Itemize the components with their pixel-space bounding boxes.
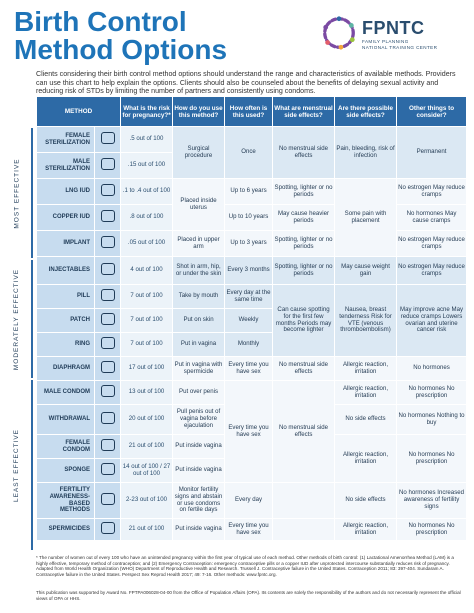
table-row	[37, 285, 467, 309]
support-note: This publication was supported by Award No. FPTPA006028-04-00 from the Office of Population Affairs (OPA). Its contents are solely the responsibility of the authors and do not necessarily represent the official views of OPA or HHS.	[36, 590, 461, 601]
table-row	[37, 231, 467, 257]
risk-value: .5 out of 100	[121, 127, 173, 153]
cell: Every time you have sex	[225, 519, 273, 541]
table-row	[37, 257, 467, 285]
logo-subtitle	[362, 39, 437, 50]
implant-icon	[95, 231, 121, 257]
lng-iud-icon	[95, 179, 121, 205]
male-condom-icon	[95, 381, 121, 405]
cell: No menstrual side effects	[273, 357, 335, 381]
cell: No hormones Nothing to buy	[397, 405, 467, 435]
cell: Pain, bleeding, risk of infection	[335, 127, 397, 179]
risk-value: 21 out of 100	[121, 519, 173, 541]
cell: No side effects	[335, 483, 397, 519]
intro-paragraph: Clients considering their birth control method options should understand the range and characteristics of available methods. Providers can use this chart to help explain the options. Clients should also be counseled about the benefits of delaying sexual activity and reducing risk of STDs by limiting the number of partners and consistently using condoms.	[36, 70, 456, 96]
ring-icon	[95, 333, 121, 357]
cell: Placed in upper arm	[173, 231, 225, 257]
cell: Allergic reaction, irritation	[335, 381, 397, 405]
cell: No menstrual side effects	[273, 127, 335, 179]
header-method: METHOD	[37, 97, 121, 127]
risk-value: 7 out of 100	[121, 333, 173, 357]
logo-sub-line-1: FAMILY PLANNING	[362, 39, 409, 44]
male-sterilization-icon	[95, 153, 121, 179]
cell: May cause heavier periods	[273, 205, 335, 231]
cell: May cause weight gain	[335, 257, 397, 285]
risk-value: 13 out of 100	[121, 381, 173, 405]
cell: No hormones No prescription	[397, 381, 467, 405]
cell: Every day at the same time	[225, 285, 273, 309]
cell: No hormones	[397, 357, 467, 381]
cell: Put on skin	[173, 309, 225, 333]
cell: Pull penis out of vagina before ejaculation	[173, 405, 225, 435]
cell: Take by mouth	[173, 285, 225, 309]
risk-value: .05 out of 100	[121, 231, 173, 257]
cell: Every time you have sex	[225, 381, 273, 483]
cell: Up to 10 years	[225, 205, 273, 231]
cell: Weekly	[225, 309, 273, 333]
least-effective-label	[2, 380, 32, 550]
logo-sub-line-2: NATIONAL TRAINING CENTER	[362, 44, 438, 50]
withdrawal-icon	[95, 405, 121, 435]
cell: Every time you have sex	[225, 357, 273, 381]
risk-value: 17 out of 100	[121, 357, 173, 381]
table-row	[37, 179, 467, 205]
method-name: FEMALE STERILIZATION	[37, 127, 95, 153]
fpntc-logo	[320, 14, 470, 54]
risk-value: .1 to .4 out of 100	[121, 179, 173, 205]
header-row	[37, 97, 467, 127]
cell: Monthly	[225, 333, 273, 357]
cell: No hormones No prescription	[397, 435, 467, 483]
risk-value: 14 out of 100 / 27 out of 100	[121, 459, 173, 483]
cell: Spotting, lighter or no periods	[273, 231, 335, 257]
table-row	[37, 381, 467, 405]
cell: No menstrual side effects	[273, 381, 335, 483]
risk-value: 21 out of 100	[121, 435, 173, 459]
risk-value: 4 out of 100	[121, 257, 173, 285]
least-effective-text: LEAST EFFECTIVE	[13, 428, 21, 502]
cell: Every 3 months	[225, 257, 273, 285]
pill-icon	[95, 285, 121, 309]
cell: Put inside vagina	[173, 435, 225, 459]
method-name: RING	[37, 333, 95, 357]
cell: Some pain with placement	[335, 179, 397, 257]
most-effective-label	[2, 128, 32, 258]
risk-value: .15 out of 100	[121, 153, 173, 179]
injectables-icon	[95, 257, 121, 285]
logo-ring-icon	[320, 14, 358, 52]
method-table	[36, 96, 467, 541]
method-name: FERTILITY AWARENESS-BASED METHODS	[37, 483, 95, 519]
female-sterilization-icon	[95, 127, 121, 153]
table-row	[37, 127, 467, 153]
copper-iud-icon	[95, 205, 121, 231]
cell: Put in vagina	[173, 333, 225, 357]
cell: Nausea, breast tenderness Risk for VTE (venous thromboembolism)	[335, 285, 397, 357]
risk-value: .8 out of 100	[121, 205, 173, 231]
spermicides-icon	[95, 519, 121, 541]
cell	[273, 519, 335, 541]
title-line-1: Birth Control	[14, 6, 187, 37]
header-risk: What is the risk for pregnancy?*	[121, 97, 173, 127]
most-effective-text: MOST EFFECTIVE	[13, 157, 21, 229]
header-other: Other things to consider?	[397, 97, 467, 127]
method-chart	[36, 96, 466, 541]
method-name: FEMALE CONDOM	[37, 435, 95, 459]
cell: Placed inside uterus	[173, 179, 225, 231]
page-title	[14, 8, 284, 64]
sponge-icon	[95, 459, 121, 483]
cell: No hormones Increased awareness of fertility signs	[397, 483, 467, 519]
cell: Allergic reaction, irritation	[335, 357, 397, 381]
cell: No hormones No prescription	[397, 519, 467, 541]
method-name: MALE CONDOM	[37, 381, 95, 405]
moderately-effective-text: MODERATELY EFFECTIVE	[13, 268, 21, 370]
method-name: MALE STERILIZATION	[37, 153, 95, 179]
cell: No side effects	[335, 405, 397, 435]
method-name: PATCH	[37, 309, 95, 333]
method-name: INJECTABLES	[37, 257, 95, 285]
table-row	[37, 205, 467, 231]
risk-value: 20 out of 100	[121, 405, 173, 435]
cell: Put over penis	[173, 381, 225, 405]
table-row	[37, 357, 467, 381]
header-menstrual: What are menstrual side effects?	[273, 97, 335, 127]
cell: Can cause spotting for the first few months Periods may become lighter	[273, 285, 335, 357]
cell: No estrogen May reduce cramps	[397, 231, 467, 257]
patch-icon	[95, 309, 121, 333]
cell	[273, 483, 335, 519]
title-line-2: Method Options	[14, 34, 228, 65]
cell: Up to 3 years	[225, 231, 273, 257]
cell: Permanent	[397, 127, 467, 179]
header-side-effects: Are there possible side effects?	[335, 97, 397, 127]
risk-value: 2-23 out of 100	[121, 483, 173, 519]
cell: Shot in arm, hip, or under the skin	[173, 257, 225, 285]
footnote: * The number of women out of every 100 who have an unintended pregnancy within the first year of typical use of each method. Other methods of birth control: (1) Lactational Amenorrhea Method (LAM) is a highly effective, temporary method of contraception; and (2) Emergency Contraception: emergency contraceptive pills or a copper IUD after unprotected intercourse substantially reduces risk of pregnancy. Adapted from World Health Organization (WHO) Department of Reproductive Health and Research. Trussell J. Contraceptive failure in the United States. Contraception 2011; 83: 397-404. Sundaram A. Contraceptive failure in the United States. Perspect Sex Reprod Health 2017; 49: 7-16. Other methods: www.fpntc.org.	[36, 555, 454, 577]
cell: Put in vagina with spermicide	[173, 357, 225, 381]
moderately-effective-label	[2, 260, 32, 378]
method-name: COPPER IUD	[37, 205, 95, 231]
method-name: LNG IUD	[37, 179, 95, 205]
risk-value: 7 out of 100	[121, 285, 173, 309]
header-use: How do you use this method?	[173, 97, 225, 127]
female-condom-icon	[95, 435, 121, 459]
method-name: DIAPHRAGM	[37, 357, 95, 381]
cell: Surgical procedure	[173, 127, 225, 179]
cell: Spotting, lighter or no periods	[273, 257, 335, 285]
cell: Put inside vagina	[173, 459, 225, 483]
risk-value: 7 out of 100	[121, 309, 173, 333]
method-name: SPONGE	[37, 459, 95, 483]
cell: Once	[225, 127, 273, 179]
cell: Allergic reaction, irritation	[335, 435, 397, 483]
cell: Spotting, lighter or no periods	[273, 179, 335, 205]
table-row	[37, 483, 467, 519]
cell: No estrogen May reduce cramps	[397, 257, 467, 285]
cell: No estrogen May reduce cramps	[397, 179, 467, 205]
method-name: SPERMICIDES	[37, 519, 95, 541]
cell: Every day	[225, 483, 273, 519]
cell: Allergic reaction, irritation	[335, 519, 397, 541]
method-name: IMPLANT	[37, 231, 95, 257]
cell: Up to 6 years	[225, 179, 273, 205]
cell: Monitor fertility signs and abstain or use condoms on fertile days	[173, 483, 225, 519]
cell: No hormones May cause cramps	[397, 205, 467, 231]
method-name: WITHDRAWAL	[37, 405, 95, 435]
cell: May improve acne May reduce cramps Lowers ovarian and uterine cancer risk	[397, 285, 467, 357]
logo-name: FPNTC	[362, 18, 425, 38]
header-often: How often is this used?	[225, 97, 273, 127]
table-row	[37, 519, 467, 541]
cell: Put inside vagina	[173, 519, 225, 541]
method-name: PILL	[37, 285, 95, 309]
calendar-icon	[95, 483, 121, 519]
diaphragm-icon	[95, 357, 121, 381]
